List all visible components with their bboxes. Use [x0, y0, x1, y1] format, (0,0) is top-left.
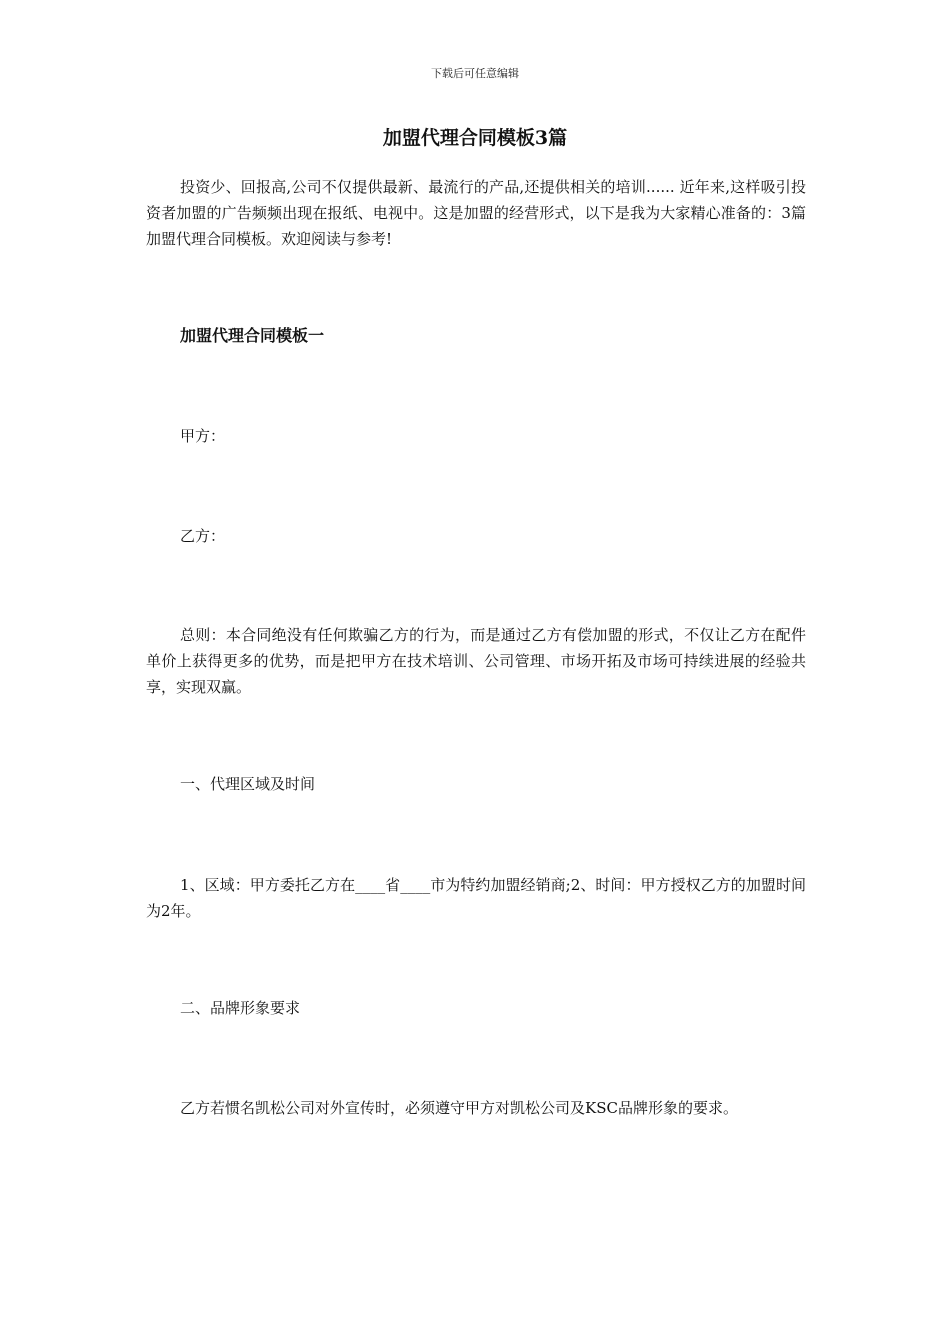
clause-2-title: 二、品牌形象要求 — [180, 999, 301, 1017]
intro-paragraph: 投资少、回报高,公司不仅提供最新、最流行的产品,还提供相关的培训...... 近年来,这样吸引投资者加盟的广告频频出现在报纸、电视中。这是加盟的经营形式，以下是我为大家精心准备的：3篇加盟代理合同模板。欢迎阅读与参考! — [146, 178, 806, 248]
clause-1-text: 1、区域：甲方委托乙方在____省____市为特约加盟经销商;2、时间：甲方授权乙方的加盟时间为2年。 — [146, 876, 806, 920]
party-a-label: 甲方： — [180, 427, 226, 445]
clause-1-title: 一、代理区域及时间 — [180, 775, 316, 793]
header-note: 下载后可任意编辑 — [431, 67, 519, 80]
section-title: 加盟代理合同模板一 — [180, 326, 325, 345]
party-b-label: 乙方： — [180, 527, 226, 545]
general-clause-paragraph: 总则：本合同绝没有任何欺骗乙方的行为，而是通过乙方有偿加盟的形式，不仅让乙方在配件单价上获得更多的优势，而是把甲方在技术培训、公司管理、市场开拓及市场可持续进展的经验共享，实现双赢。 — [146, 626, 806, 696]
clause-2-text: 乙方若惯名凯松公司对外宣传时，必须遵守甲方对凯松公司及KSC品牌形象的要求。 — [180, 1099, 738, 1117]
document-title: 加盟代理合同模板3篇 — [382, 127, 568, 149]
